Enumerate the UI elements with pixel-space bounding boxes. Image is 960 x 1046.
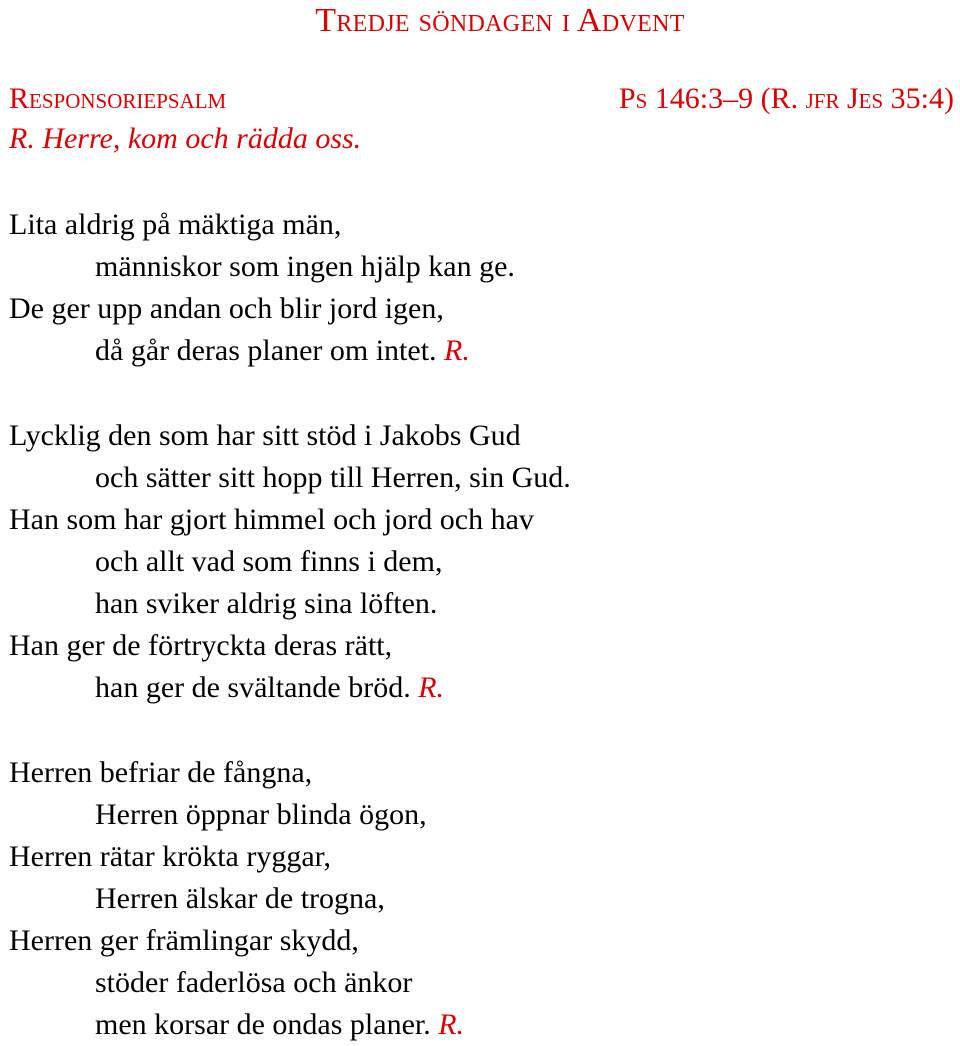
psalm-label: Responsoriepsalm [9,82,227,115]
verse-line: Herren älskar de trogna, [95,882,385,915]
refrain-text: Herre, kom och rädda oss. [42,122,362,155]
verse-line: då går deras planer om intet. R. [95,334,470,367]
verse-line: och sätter sitt hopp till Herren, sin Gud. [95,461,571,494]
verse-line: han ger de svältande bröd. R. [95,671,445,704]
stanza-2 [9,415,571,709]
refrain-marker: R. [9,122,35,155]
psalm-reference: Ps 146:3–9 (R. jfr Jes 35:4) [618,82,954,115]
stanza-3 [9,752,464,1046]
verse-line: Herren öppnar blinda ögon, [95,798,427,831]
verse-line: människor som ingen hjälp kan ge. [95,250,515,283]
page-title: Tredje söndagen i Advent [315,2,685,39]
response-marker: R. [444,334,470,367]
stanza-1 [9,204,515,372]
psalm-header [9,78,954,120]
refrain [9,118,361,160]
verse-line: De ger upp andan och blir jord igen, [9,292,444,325]
response-marker: R. [418,671,445,704]
verse-line: Herren befriar de fångna, [9,756,313,789]
verse-line: han sviker aldrig sina löften. [95,587,438,620]
verse-line: Han som har gjort himmel och jord och hav [9,503,534,536]
verse-line: Herren rätar krökta ryggar, [9,840,331,873]
verse-line: Lycklig den som har sitt stöd i Jakobs Gud [9,419,521,452]
verse-line: stöder faderlösa och änkor [95,966,413,999]
verse-line: och allt vad som finns i dem, [95,545,443,578]
verse-line: Herren ger främlingar skydd, [9,924,359,957]
verse-line: men korsar de ondas planer. R. [95,1008,465,1041]
verse-line: Lita aldrig på mäktiga män, [9,208,342,241]
response-marker: R. [438,1008,465,1041]
verse-line: Han ger de förtryckta deras rätt, [9,629,393,662]
